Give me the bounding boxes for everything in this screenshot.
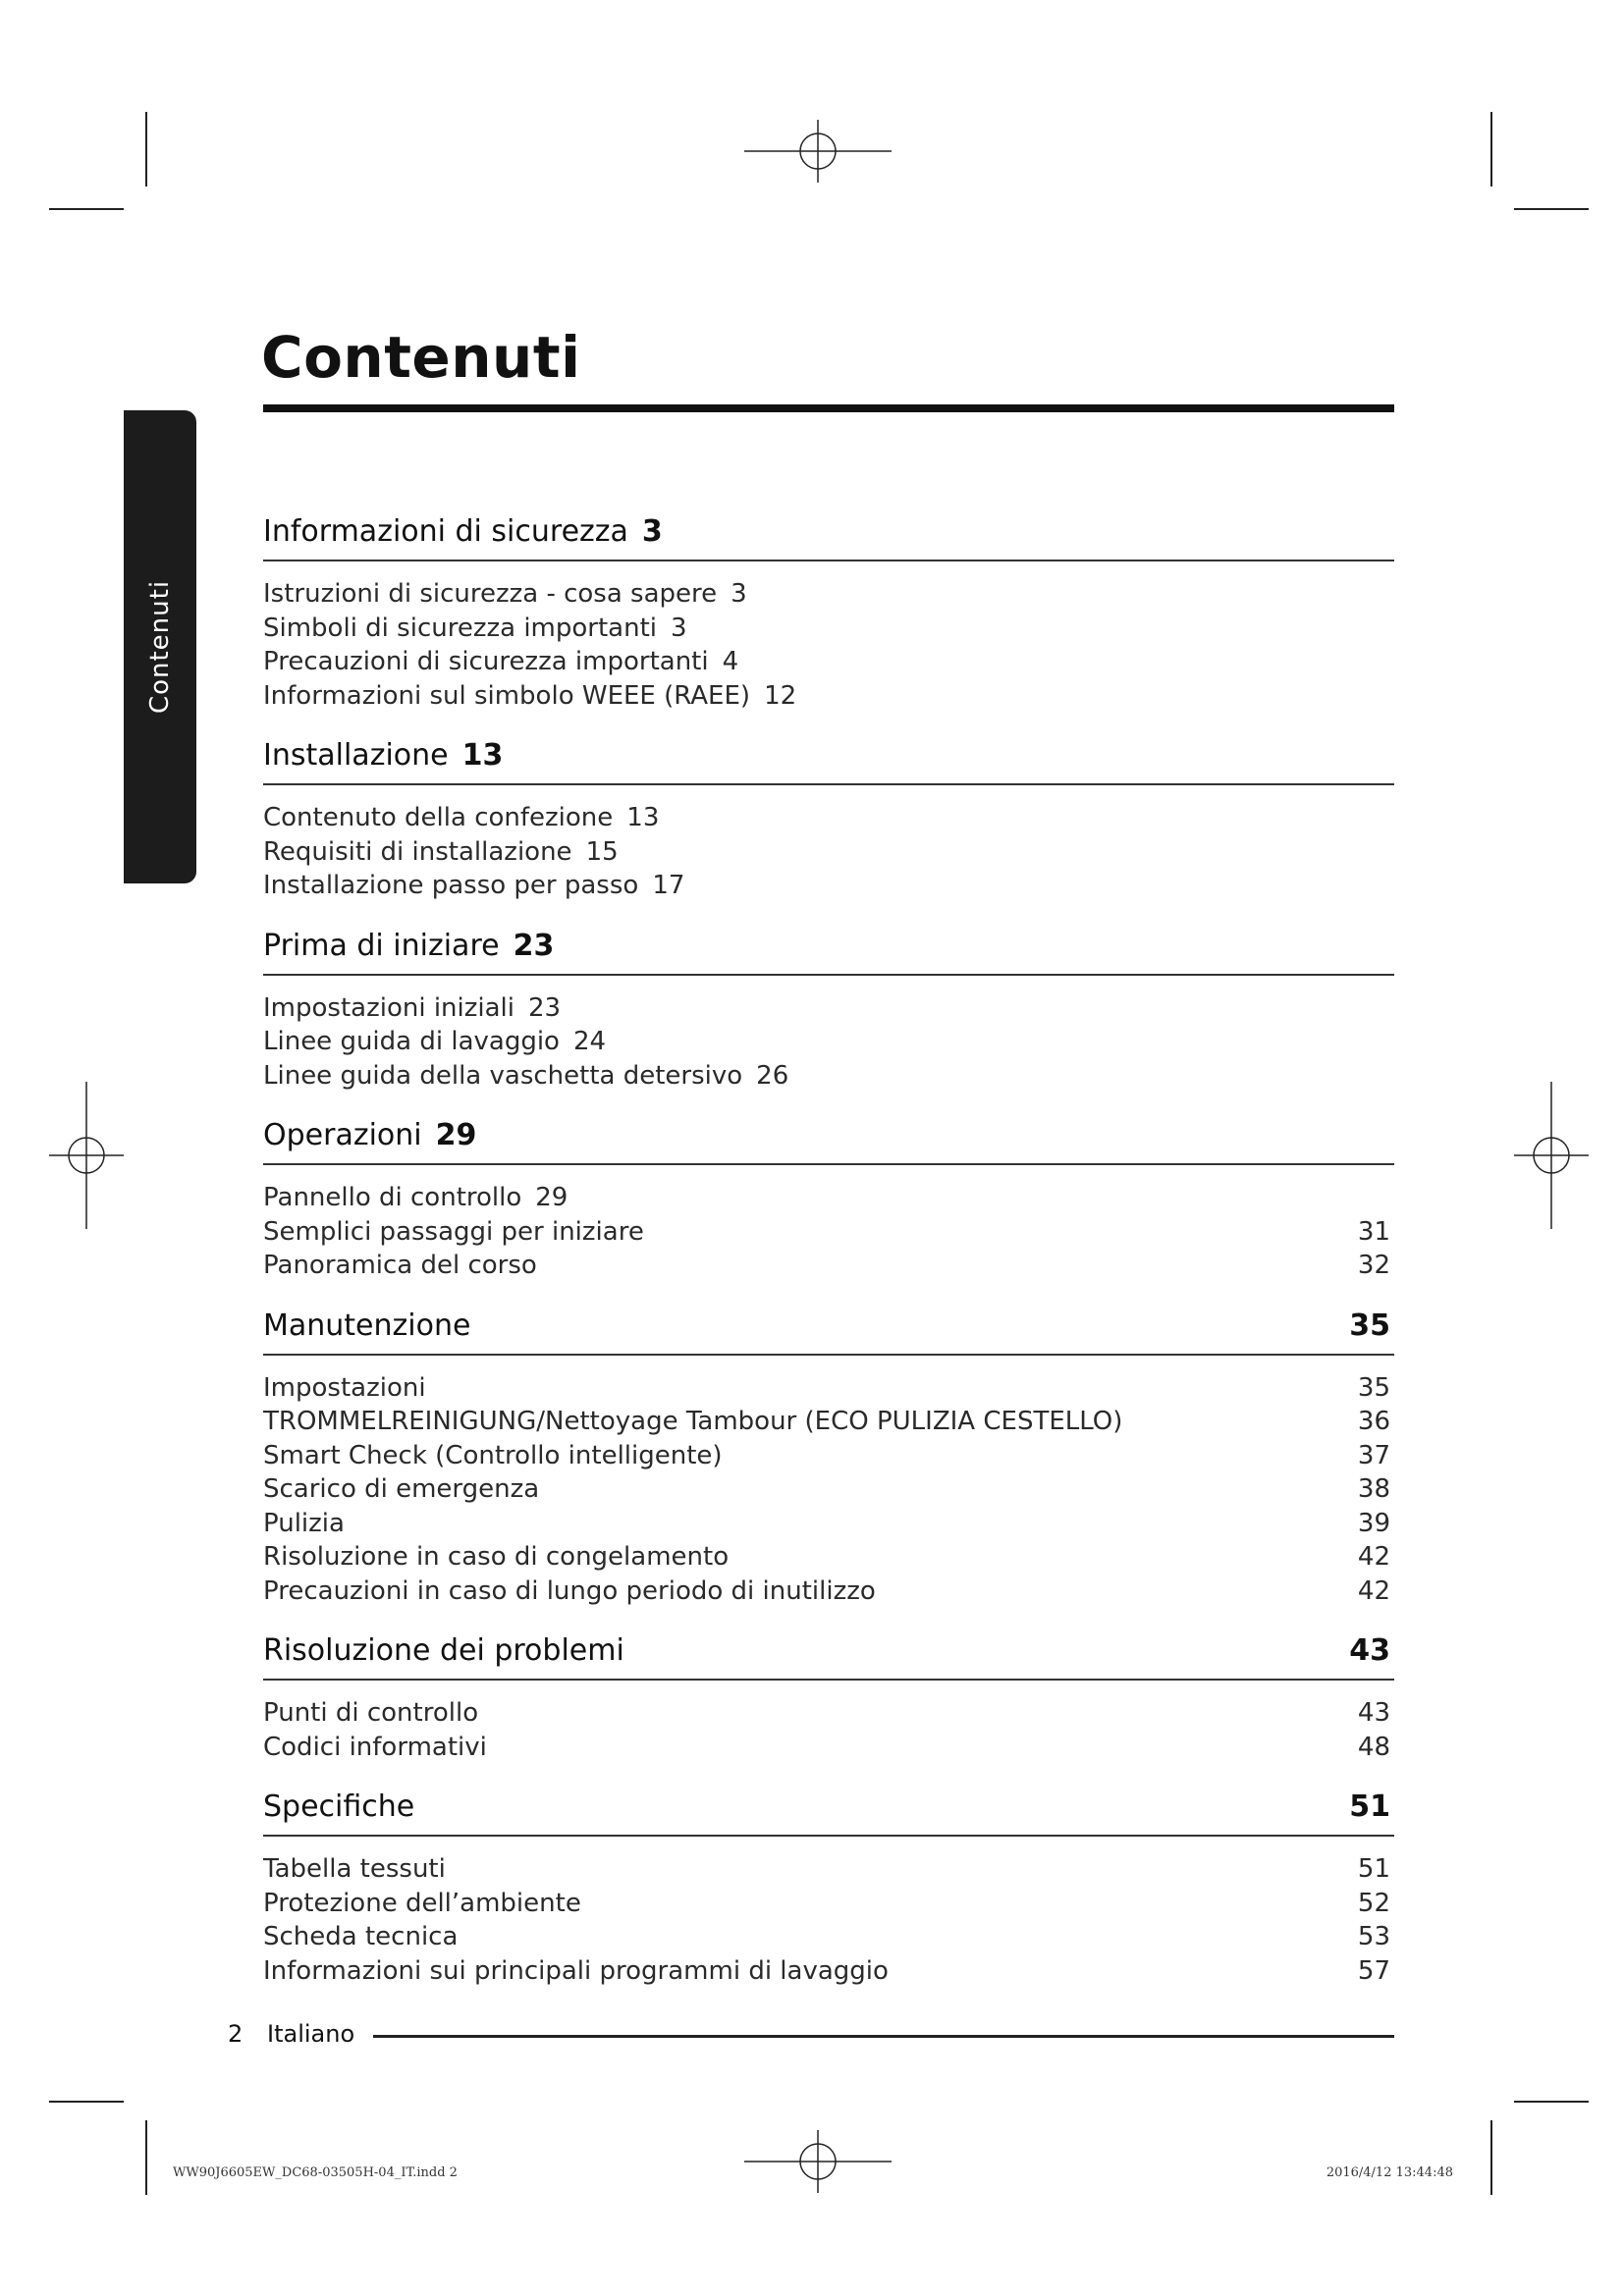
- toc-entry-page: 29: [535, 1183, 568, 1212]
- toc-section: [263, 1786, 1394, 1988]
- toc-entry-label: Scarico di emergenza: [263, 1474, 540, 1504]
- toc-entry-page: 4: [722, 647, 739, 676]
- toc-entry-label: Scheda tecnica: [263, 1922, 459, 1951]
- toc-entry-label: Tabella tessuti: [263, 1854, 446, 1884]
- toc-entry[interactable]: [263, 869, 1394, 903]
- toc-entry-page: 12: [764, 680, 797, 711]
- toc-entry-label: Smart Check (Controllo intelligente): [263, 1440, 723, 1470]
- toc-entry-label: Impostazioni: [263, 1372, 426, 1403]
- toc-entry[interactable]: [263, 612, 1394, 646]
- toc-entry[interactable]: [263, 1025, 1394, 1059]
- toc-entry[interactable]: [263, 1575, 1394, 1609]
- toc-entry-page: 48: [1357, 1732, 1390, 1762]
- side-tab: [124, 410, 196, 883]
- toc-section-title: Prima di iniziare: [263, 928, 500, 963]
- toc-entry-page: 31: [1357, 1216, 1390, 1247]
- toc-entry-label: Impostazioni iniziali: [263, 992, 515, 1023]
- registration-mark-icon: [1514, 1082, 1589, 1229]
- toc-section-heading[interactable]: [263, 925, 1394, 976]
- toc-entry-label: Requisiti di installazione: [263, 836, 572, 867]
- toc-section-page: 23: [513, 928, 555, 963]
- toc-entry[interactable]: [263, 801, 1394, 835]
- toc-entry-page: 24: [572, 1027, 607, 1056]
- toc-entry-label: Pannello di controllo: [263, 1183, 522, 1212]
- toc-section-title: Specifiche: [263, 1789, 415, 1824]
- toc-entry[interactable]: [263, 1371, 1394, 1406]
- toc-section-page: 3: [641, 514, 663, 549]
- footer-rule: [373, 2035, 1394, 2038]
- toc-section: [263, 510, 1394, 713]
- toc-entry-page: 42: [1357, 1575, 1390, 1606]
- toc-entry[interactable]: [263, 1507, 1394, 1541]
- print-slug-timestamp: 2016/4/12 13:44:48: [1326, 2165, 1453, 2180]
- toc-entry-page: 35: [1357, 1372, 1390, 1403]
- crop-mark: [1514, 2101, 1589, 2103]
- toc-section: [263, 925, 1394, 1094]
- registration-mark-icon: [744, 120, 892, 183]
- toc-section-title: Installazione: [263, 738, 449, 773]
- toc-section-page: 35: [1349, 1308, 1390, 1343]
- toc-entry[interactable]: [263, 1852, 1394, 1887]
- toc-entry-label: Risoluzione in caso di congelamento: [263, 1542, 730, 1572]
- page-footer: [224, 2020, 1394, 2052]
- toc-entry[interactable]: [263, 1731, 1394, 1765]
- crop-mark: [1514, 208, 1589, 210]
- toc-entry[interactable]: [263, 1887, 1394, 1921]
- title-rule: [263, 404, 1394, 412]
- print-slug-file: WW90J6605EW_DC68-03505H-04_IT.indd 2: [173, 2165, 458, 2180]
- toc-entry-page: 3: [671, 613, 687, 643]
- toc-section: [263, 1629, 1394, 1764]
- toc-entry[interactable]: [263, 1181, 1394, 1215]
- toc-entry-label: Semplici passaggi per iniziare: [263, 1216, 644, 1247]
- toc-entry[interactable]: [263, 1215, 1394, 1250]
- toc-section-page: 43: [1349, 1633, 1390, 1668]
- toc-entry-page: 37: [1357, 1440, 1390, 1470]
- toc-section: [263, 1305, 1394, 1609]
- toc-entry-page: 23: [528, 992, 562, 1023]
- toc-entry-page: 26: [756, 1060, 789, 1091]
- side-tab-label: Contenuti: [145, 579, 175, 715]
- footer-language: Italiano: [267, 2020, 355, 2048]
- toc-entry-page: 57: [1357, 1955, 1390, 1986]
- toc-entry-label: Precauzioni in caso di lungo periodo di inutilizzo: [263, 1575, 876, 1606]
- toc-entry-label: TROMMELREINIGUNG/Nettoyage Tambour (ECO PULIZIA CESTELLO): [263, 1407, 1123, 1436]
- crop-mark: [1490, 112, 1492, 187]
- registration-mark-icon: [744, 2130, 892, 2193]
- toc-section-heading[interactable]: [263, 1629, 1394, 1681]
- toc-entry-page: 38: [1357, 1474, 1390, 1504]
- toc-entry-page: 53: [1357, 1922, 1390, 1951]
- toc-entry[interactable]: [263, 1696, 1394, 1731]
- crop-mark: [49, 2101, 124, 2103]
- toc-section-heading[interactable]: [263, 1114, 1394, 1165]
- page-title: Contenuti: [261, 324, 581, 391]
- toc-section-title: Informazioni di sicurezza: [263, 514, 628, 549]
- toc-entry-label: Linee guida della vaschetta detersivo: [263, 1060, 743, 1091]
- toc-entry-page: 39: [1357, 1508, 1390, 1538]
- toc-entry-label: Informazioni sui principali programmi di lavaggio: [263, 1955, 889, 1986]
- toc-entry[interactable]: [263, 835, 1394, 870]
- toc-entry-page: 52: [1357, 1888, 1390, 1918]
- crop-mark: [1490, 2120, 1492, 2195]
- toc-section-heading[interactable]: [263, 734, 1394, 785]
- toc-entry-page: 17: [652, 871, 685, 900]
- toc-section-title: Operazioni: [263, 1118, 422, 1152]
- toc-section-page: 29: [435, 1118, 477, 1152]
- toc-entry-label: Contenuto della confezione: [263, 803, 614, 832]
- toc-entry[interactable]: [263, 1405, 1394, 1439]
- toc-section-title: Risoluzione dei problemi: [263, 1633, 624, 1668]
- toc-entry-page: 15: [585, 836, 619, 867]
- toc-entry-page: 36: [1357, 1407, 1390, 1436]
- toc-section-heading[interactable]: [263, 510, 1394, 561]
- toc-entry-label: Punti di controllo: [263, 1698, 479, 1728]
- registration-mark-icon: [49, 1082, 124, 1229]
- toc-entry-label: Protezione dell’ambiente: [263, 1888, 581, 1918]
- toc-entry-page: 51: [1357, 1854, 1390, 1884]
- toc-entry-label: Istruzioni di sicurezza - cosa sapere: [263, 579, 718, 609]
- toc-entry[interactable]: [263, 1059, 1394, 1094]
- toc-entry-page: 3: [731, 579, 747, 609]
- toc-section: [263, 1114, 1394, 1283]
- toc-entry[interactable]: [263, 991, 1394, 1026]
- toc-entry-label: Panoramica del corso: [263, 1251, 537, 1280]
- toc-entry[interactable]: [263, 1439, 1394, 1473]
- toc-section: [263, 734, 1394, 903]
- toc-entry-label: Linee guida di lavaggio: [263, 1027, 560, 1056]
- table-of-contents: [263, 510, 1394, 2009]
- toc-entry-label: Simboli di sicurezza importanti: [263, 613, 657, 643]
- crop-mark: [145, 2120, 147, 2195]
- toc-entry-label: Codici informativi: [263, 1732, 487, 1762]
- toc-entry[interactable]: [263, 679, 1394, 714]
- toc-section-heading[interactable]: [263, 1305, 1394, 1356]
- toc-entry-page: 32: [1357, 1251, 1390, 1280]
- toc-entry-label: Informazioni sul simbolo WEEE (RAEE): [263, 680, 751, 711]
- toc-entry[interactable]: [263, 1249, 1394, 1283]
- toc-section-heading[interactable]: [263, 1786, 1394, 1837]
- toc-entry-page: 43: [1357, 1698, 1390, 1728]
- toc-entry-page: 13: [626, 803, 660, 832]
- toc-entry[interactable]: [263, 1920, 1394, 1954]
- crop-mark: [145, 112, 147, 187]
- toc-section-page: 13: [461, 738, 504, 773]
- page-number: 2: [228, 2020, 244, 2048]
- toc-section-title: Manutenzione: [263, 1308, 471, 1343]
- toc-entry[interactable]: [263, 577, 1394, 612]
- toc-entry-label: Precauzioni di sicurezza importanti: [263, 647, 709, 676]
- toc-entry[interactable]: [263, 645, 1394, 679]
- toc-entry-page: 42: [1357, 1542, 1390, 1572]
- toc-entry-label: Installazione passo per passo: [263, 871, 639, 900]
- toc-entry[interactable]: [263, 1472, 1394, 1507]
- toc-entry-label: Pulizia: [263, 1508, 345, 1538]
- toc-entry[interactable]: [263, 1954, 1394, 1989]
- toc-entry[interactable]: [263, 1540, 1394, 1575]
- toc-section-page: 51: [1349, 1789, 1390, 1824]
- crop-mark: [49, 208, 124, 210]
